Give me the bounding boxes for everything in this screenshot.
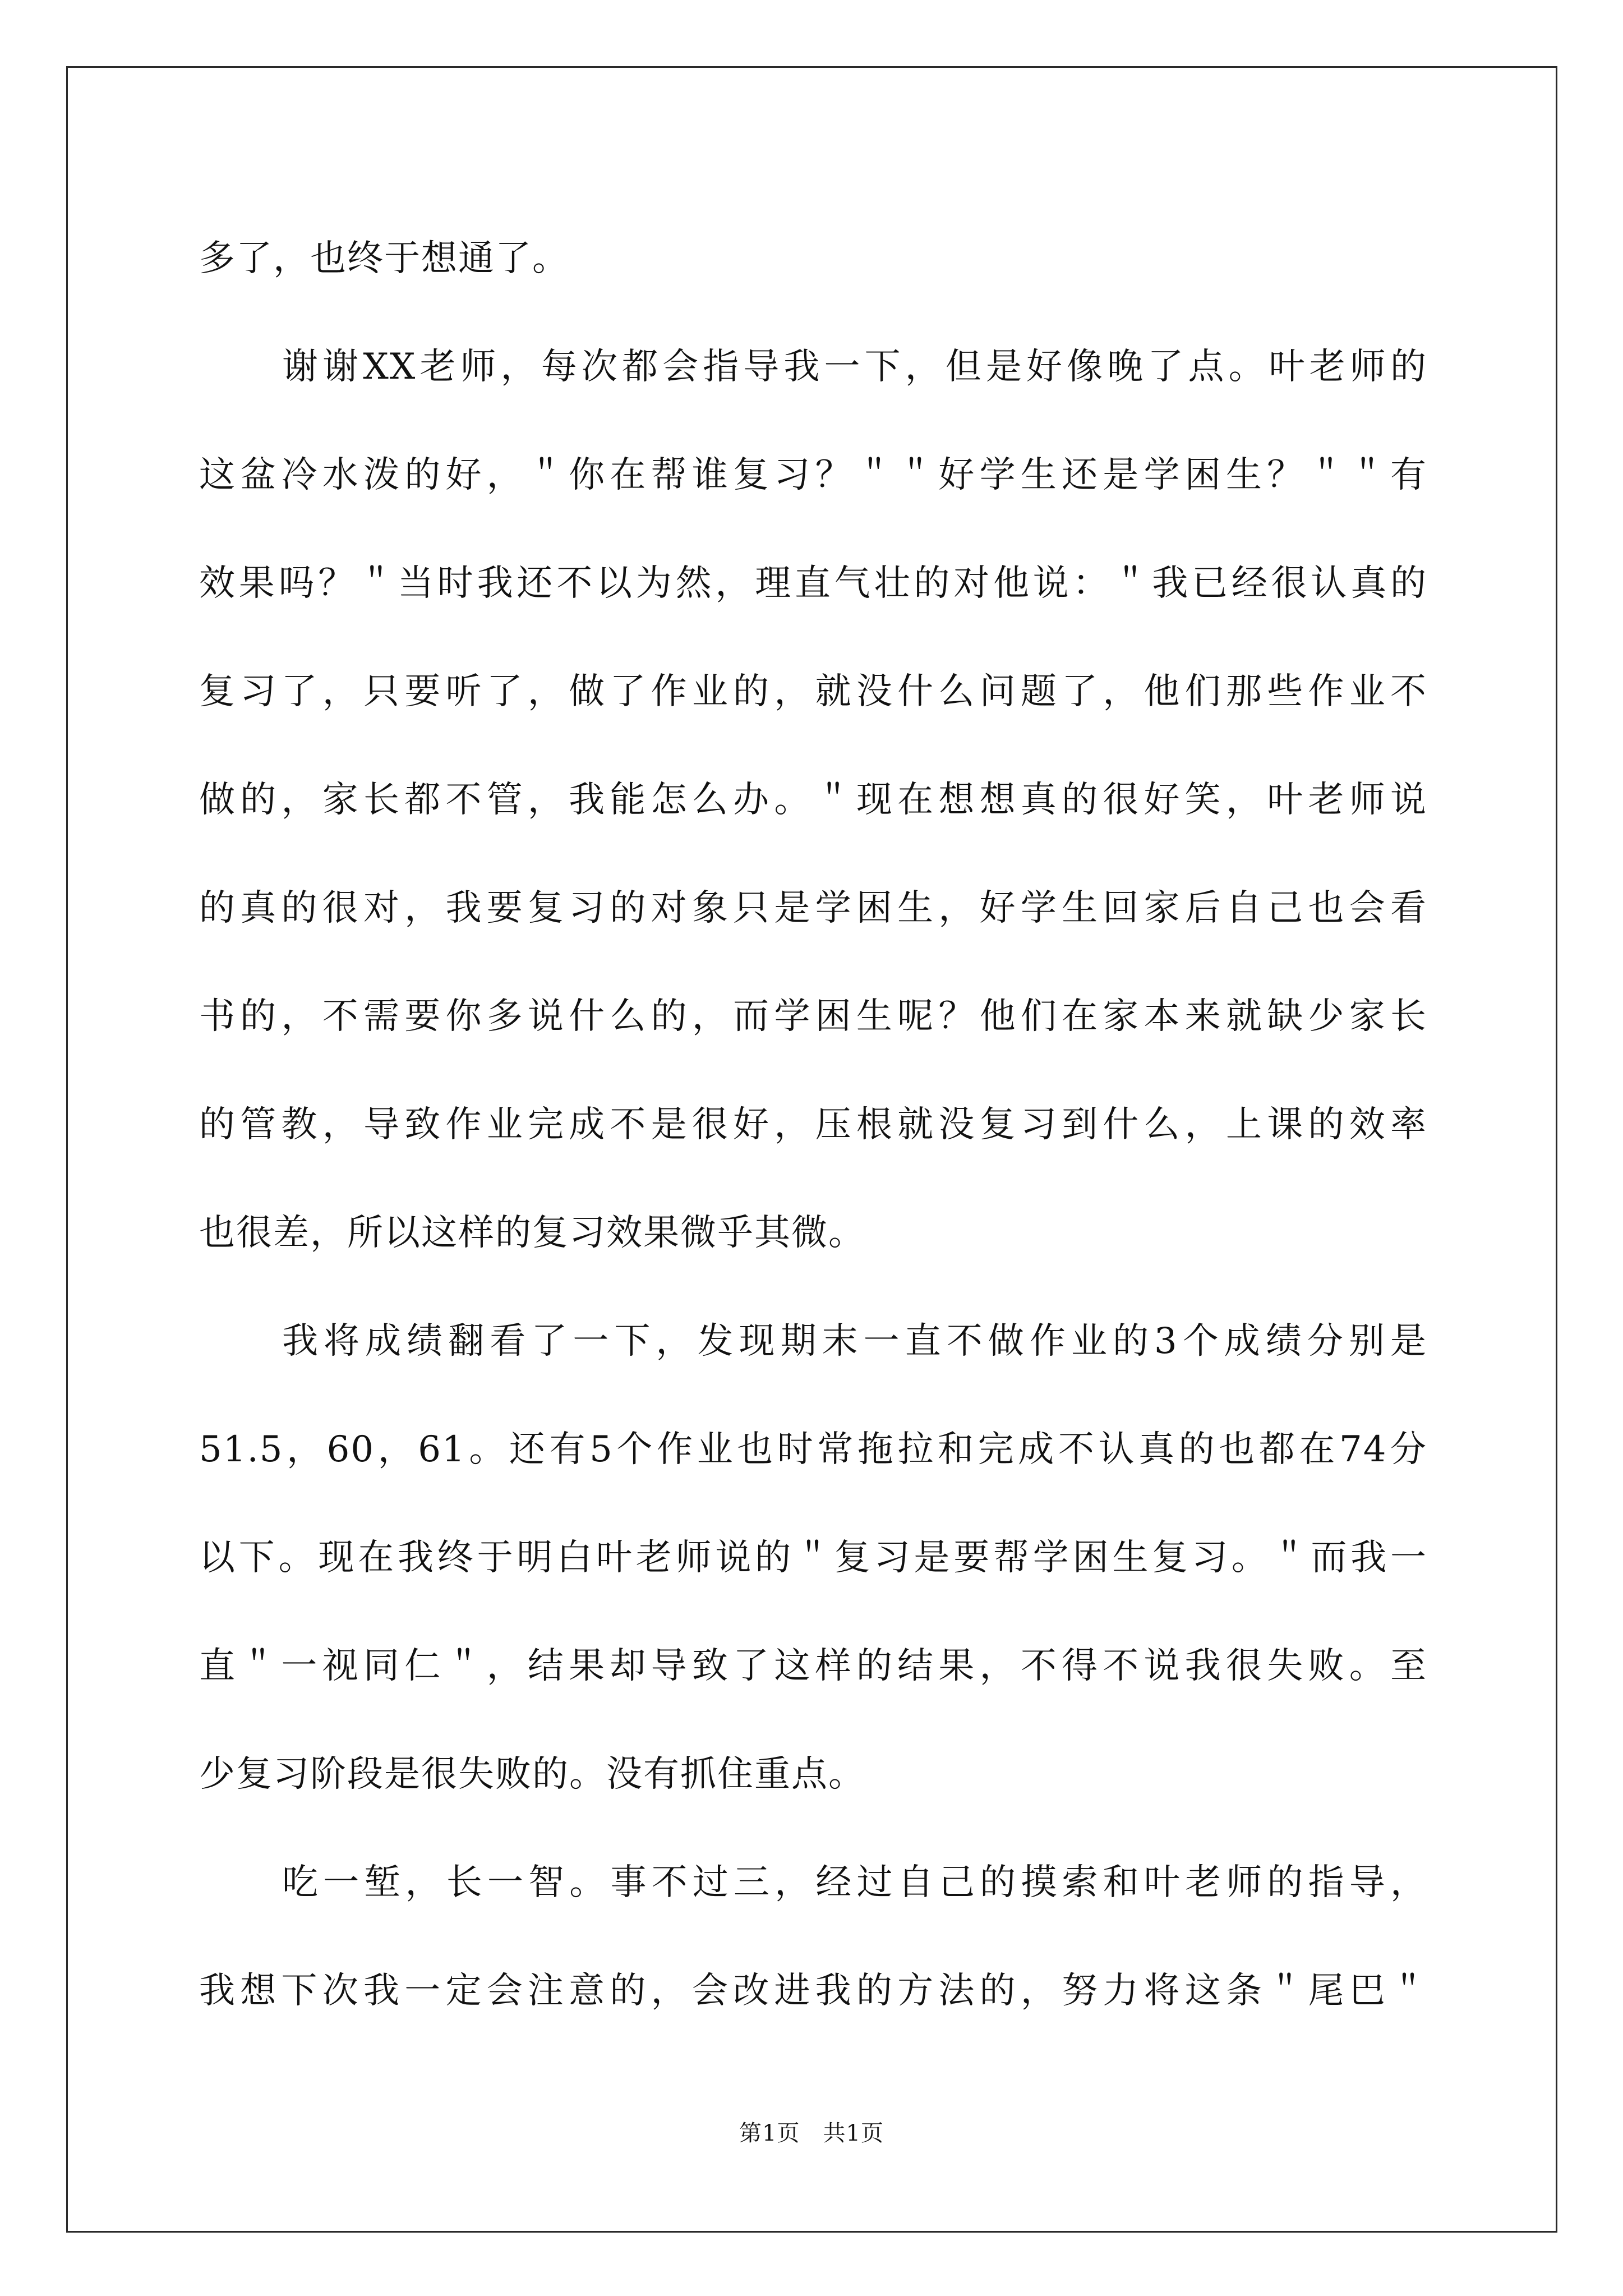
text-line: 谢谢XX老师，每次都会指导我一下，但是好像晚了点。叶老师的	[282, 346, 1427, 388]
text-line: 做的，家长都不管，我能怎么办。＂现在想想真的很好笑，叶老师说	[199, 779, 1427, 821]
text-line: 我想下次我一定会注意的，会改进我的方法的，努力将这条＂尾巴＂	[199, 1970, 1427, 2012]
page-number-footer: 第1页 共1页	[739, 2120, 884, 2146]
text-line: 这盆冷水泼的好，＂你在帮谁复习？＂＂好学生还是学困生？＂＂有	[199, 454, 1427, 496]
text-line: 的真的很对，我要复习的对象只是学困生，好学生回家后自己也会看	[199, 887, 1427, 929]
text-line: 书的，不需要你多说什么的，而学困生呢？他们在家本来就缺少家长	[199, 996, 1427, 1037]
text-line: 复习了，只要听了，做了作业的，就没什么问题了，他们那些作业不	[199, 671, 1427, 712]
text-line: 少复习阶段是很失败的。没有抓住重点。	[199, 1754, 865, 1795]
text-line: 直＂一视同仁＂，结果却导致了这样的结果，不得不说我很失败。至	[199, 1645, 1427, 1687]
text-line: 51.5，60，61。还有5个作业也时常拖拉和完成不认真的也都在74分	[199, 1429, 1427, 1470]
text-line: 以下。现在我终于明白叶老师说的＂复习是要帮学困生复习。＂而我一	[199, 1537, 1427, 1579]
text-line: 多了，也终于想通了。	[199, 238, 569, 279]
text-line: 我将成绩翻看了一下，发现期末一直不做作业的3个成绩分别是	[282, 1320, 1427, 1362]
document-body	[199, 205, 1427, 2045]
text-line: 也很差，所以这样的复习效果微乎其微。	[199, 1212, 865, 1254]
text-line: 效果吗？＂当时我还不以为然，理直气壮的对他说：＂我已经很认真的	[199, 563, 1427, 604]
text-line: 的管教，导致作业完成不是很好，压根就没复习到什么，上课的效率	[199, 1104, 1427, 1145]
text-line: 吃一堑，长一智。事不过三，经过自己的摸索和叶老师的指导，	[282, 1862, 1427, 1903]
